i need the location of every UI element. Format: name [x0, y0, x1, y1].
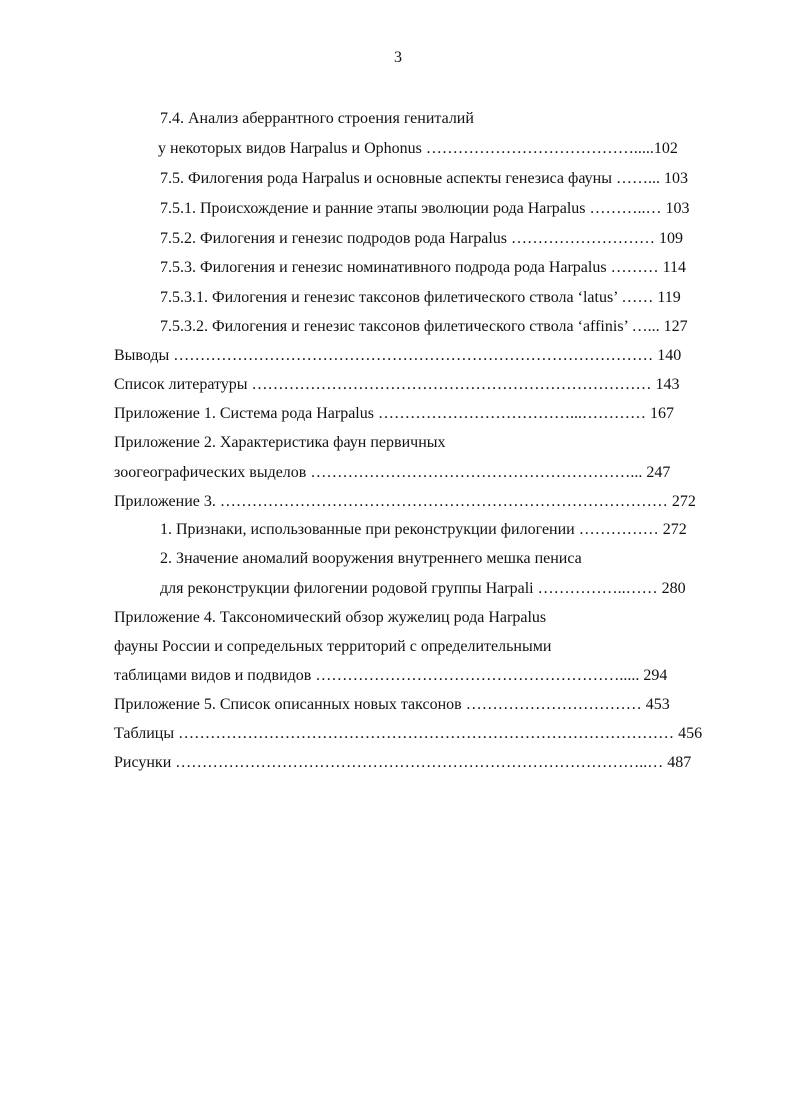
toc-line-7-5-3-1: 7.5.3.1. Филогения и генезис таксонов филетического ствола ‘latus’ …… 119 — [160, 289, 681, 306]
toc-line-appendix-4-cont2: таблицами видов и подвидов …………………………………………………..... 294 — [114, 667, 668, 684]
toc-line-appendix-4-cont: фауны России и сопредельных территорий с определительными — [114, 638, 552, 655]
toc-line-7-5-3: 7.5.3. Филогения и генезис номинативного подрода рода Harpalus ……… 114 — [160, 259, 686, 276]
toc-line-7-5-2: 7.5.2. Филогения и генезис подродов рода Harpalus ……………………… 109 — [160, 230, 683, 247]
toc-line-appendix-3-1: 1. Признаки, использованные при реконструкции филогении …………… 272 — [160, 521, 687, 538]
toc-line-tables: Таблицы ………………………………………………………………………………… 456 — [114, 725, 703, 742]
toc-line-7-4: 7.4. Анализ аберрантного строения гениталий — [160, 110, 474, 127]
toc-line-figures: Рисунки ……………………………………………………………………………..… 487 — [114, 754, 692, 771]
toc-line-appendix-3: Приложение 3. ………………………………………………………………………… 272 — [114, 493, 696, 510]
toc-line-appendix-5: Приложение 5. Список описанных новых таксонов …………………………… 453 — [114, 696, 670, 713]
toc-line-7-5: 7.5. Филогения рода Harpalus и основные аспекты генезиса фауны ……... 103 — [160, 170, 688, 187]
toc-line-appendix-4: Приложение 4. Таксономический обзор жужелиц рода Harpalus — [114, 609, 547, 626]
toc-line-appendix-3-2: 2. Значение аномалий вооружения внутреннего мешка пениса — [160, 550, 582, 567]
toc-line-7-5-1: 7.5.1. Происхождение и ранние этапы эволюции рода Harpalus ………..… 103 — [160, 200, 690, 217]
toc-line-appendix-3-2-cont: для реконструкции филогении родовой группы Harpali ……………..…… 280 — [160, 580, 686, 597]
toc-line-references: Список литературы ………………………………………………………………… 143 — [114, 376, 680, 393]
toc-line-conclusions: Выводы ……………………………………………………………………………… 140 — [114, 347, 682, 364]
toc-line-7-4-cont: у некоторых видов Harpalus и Ophonus ………………………………….....102 — [158, 140, 678, 157]
toc-line-7-5-3-2: 7.5.3.2. Филогения и генезис таксонов филетического ствола ‘affinis’ …... 127 — [160, 318, 688, 335]
toc-line-appendix-2-cont: зоогеографических выделов ……………………………………………………... 247 — [114, 464, 671, 481]
page-number: 3 — [394, 49, 402, 66]
toc-line-appendix-1: Приложение 1. Система рода Harpalus ………………………………...………… 167 — [114, 405, 674, 422]
toc-line-appendix-2: Приложение 2. Характеристика фаун первичных — [114, 434, 446, 451]
